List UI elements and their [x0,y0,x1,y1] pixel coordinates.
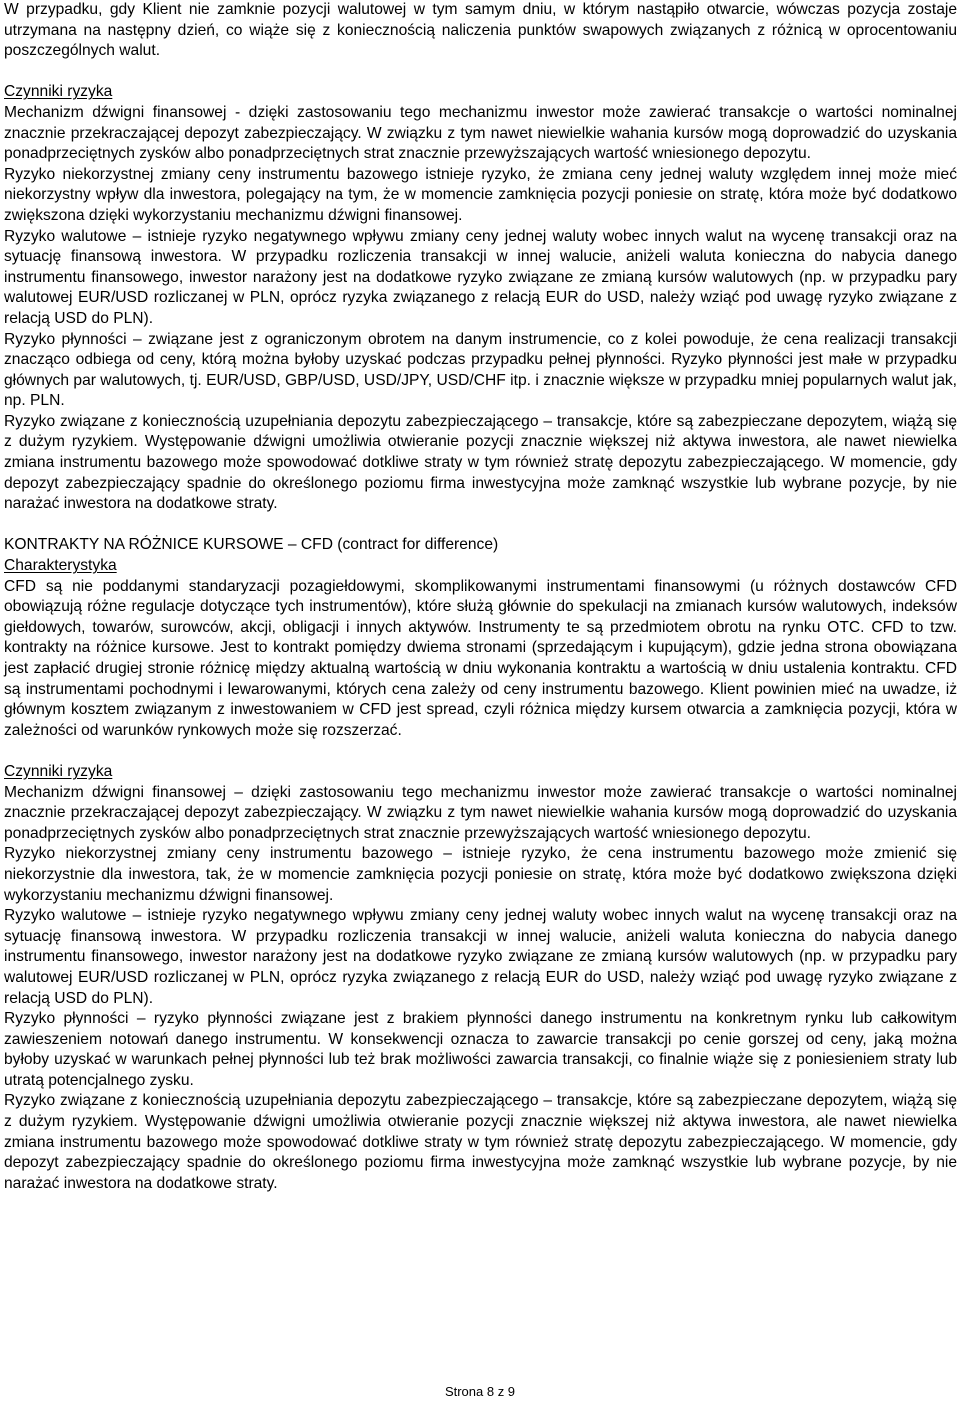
risk-factors-heading: Czynniki ryzyka [4,83,113,101]
risk-currency-paragraph: Ryzyko walutowe – istnieje ryzyko negatywnego wpływu zmiany ceny jednej waluty wobec innych walut na wycenę transakcji oraz na sytuację finansową inwestora. W przypadku rozliczenia transakcji w innej walucie, aniżeli waluta konieczna do nabycia danego instrumentu finansowego, inwestor narażony jest na dodatkowe ryzyko związane ze zmianą kursów walutowych (np. w przypadku pary walutowej EUR/USD rozliczanej w PLN, oprócz ryzyka związanego z relacją EUR do USD, należy wziąć pod uwagę ryzyko związane z relacją USD do PLN). [4,227,957,327]
characteristics-heading: Charakterystyka [4,557,117,575]
cfd-risk-currency-paragraph: Ryzyko walutowe – istnieje ryzyko negatywnego wpływu zmiany ceny jednej waluty wobec innych walut na wycenę transakcji oraz na sytuację finansową inwestora. W przypadku rozliczenia transakcji w innej walucie, aniżeli waluta konieczna do nabycia danego instrumentu finansowego, inwestor narażony jest na dodatkowe ryzyko związane ze zmianą kursów walutowych (np. w przypadku pary walutowej EUR/USD rozliczanej w PLN, oprócz ryzyka związanego z relacją EUR do USD, należy wziąć pod uwagę ryzyko związane z relacją USD do PLN). [4,907,957,1007]
risk-leverage-paragraph: Mechanizm dźwigni finansowej - dzięki zastosowaniu tego mechanizmu inwestor może zawierać transakcje o wartości nominalnej znacznie przekraczającej depozyt zabezpieczający. W związku z tym nawet niewielkie wahania kursów mogą doprowadzić do uzyskania ponadprzeciętnych zysków albo ponadprzeciętnych strat znacznie przewyższających wartość wniesionego depozytu. [4,103,957,163]
cfd-description-paragraph: CFD są nie poddanymi standaryzacji pozagiełdowymi, skomplikowanymi instrumentami finansowymi (u różnych dostawców CFD obowiązują różne regulacje dotyczące tych instrumentów), które służą głównie do spekulacji na zmianach kursów walutowych, indeksów giełdowych, towarów, surowców, akcji, obligacji i innych aktywów. Instrumenty te są przedmiotem obrotu na rynku OTC. CFD to tzw. kontrakty na różnice kursowe. Jest to kontrakt pomiędzy dwiema stronami (sprzedającym i kupującym), gdzie jedna strona obowiązana jest zapłacić drugiej stronie różnicę między aktualną wartością w dniu wykonania kontraktu a wartością w dniu ustalenia kontraktu. CFD są instrumentami pochodnymi i lewarowanymi, których cena zależy od ceny instrumentu bazowego. Klient powinien mieć na uwadze, iż głównym kosztem związanym z inwestowaniem w CFD jest spread, czyli różnica między kursem otwarcia a zamknięcia pozycji, która w zależności od warunków rynkowych może się rozszerzać. [4,577,957,739]
risk-liquidity-paragraph: Ryzyko płynności – związane jest z ograniczonym obrotem na danym instrumencie, co z kolei powoduje, że cena realizacji transakcji znacząco odbiega od ceny, którą można byłoby uzyskać podczas przypadku pełnej płynności. Ryzyko płynności jest małe w przypadku głównych par walutowych, tj. EUR/USD, GBP/USD, USD/JPY, USD/CHF itp. i znacznie większe w przypadku mniej popularnych walut jak, np. PLN. [4,330,957,410]
page-number: Strona 8 z 9 [444,1384,516,1399]
document-page [4,0,957,1194]
cfd-risk-leverage-paragraph: Mechanizm dźwigni finansowej – dzięki zastosowaniu tego mechanizmu inwestor może zawierać transakcje o wartości nominalnej znacznie przekraczającej depozyt zabezpieczający. W związku z tym nawet niewielkie wahania kursów mogą doprowadzić do uzyskania ponadprzeciętnych zysków albo ponadprzeciętnych strat znacznie przewyższających wartość wniesionego depozytu. [4,783,957,842]
spacer [4,62,957,83]
cfd-risk-factors-heading: Czynniki ryzyka [4,762,113,780]
risk-margin-paragraph: Ryzyko związane z koniecznością uzupełniania depozytu zabezpieczającego – transakcje, które są zabezpieczane depozytem, wiążą się z dużym ryzykiem. Występowanie dźwigni umożliwia otwieranie pozycji znacznie większej niż aktywa inwestora, ale nawet niewielka zmiana instrumentu bazowego może spowodować dotkliwe straty w tym również stratę depozytu zabezpieczającego. W momencie, gdy depozyt zabezpieczający spadnie do określonego poziomu firma inwestycyjna może zamknąć wszystkie lub wybrane pozycje, by nie narażać inwestora na dodatkowe straty. [4,412,957,513]
cfd-section-title: KONTRAKTY NA RÓŻNICE KURSOWE – CFD (contract for difference) [4,536,499,554]
risk-price-change-paragraph: Ryzyko niekorzystnej zmiany ceny instrumentu bazowego istnieje ryzyko, że zmiana ceny jednej waluty względem innej może mieć niekorzystny wpływ dla inwestora, polegający na tym, że w momencie zamknięcia pozycji poniesie on stratę, która może być dodatkowo zwiększona dzięki wykorzystaniu mechanizmu dźwigni finansowej. [4,165,957,224]
spacer [4,741,957,762]
cfd-risk-price-change-paragraph: Ryzyko niekorzystnej zmiany ceny instrumentu bazowego – istnieje ryzyko, że cena instrumentu bazowego może zmienić się niekorzystnie dla inwestora, tak, że w momencie zamknięcia pozycji poniesie on stratę, która może być dodatkowo zwiększona dzięki wykorzystaniu mechanizmu dźwigni finansowej. [4,845,957,904]
fx-overnight-paragraph: W przypadku, gdy Klient nie zamknie pozycji walutowej w tym samym dniu, w którym nastąpiło otwarcie, wówczas pozycja zostaje utrzymana na następny dzień, co wiąże się z koniecznością naliczenia punktów swapowych związanych z różnicą w oprocentowaniu poszczególnych walut. [4,1,957,60]
spacer [4,515,957,536]
cfd-risk-liquidity-paragraph: Ryzyko płynności – ryzyko płynności związane jest z brakiem płynności danego instrumentu na konkretnym rynku lub całkowitym zawieszeniem notowań danego instrumentu. W konsekwencji oznacza to zawarcie transakcji po cenie gorszej od ceny, jaką można byłoby uzyskać w warunkach pełnej płynności lub też brak możliwości zawarcia transakcji, co finalnie wiąże się z poniesieniem straty lub utratą potencjalnego zysku. [4,1010,957,1089]
cfd-risk-margin-paragraph: Ryzyko związane z koniecznością uzupełniania depozytu zabezpieczającego – transakcje, które są zabezpieczane depozytem, wiążą się z dużym ryzykiem. Występowanie dźwigni umożliwia otwieranie pozycji znacznie większej niż aktywa inwestora, ale nawet niewielka zmiana instrumentu bazowego może spowodować dotkliwe straty w tym również stratę depozytu zabezpieczającego. W momencie, gdy depozyt zabezpieczający spadnie do określonego poziomu firma inwestycyjna może zamknąć wszystkie lub wybrane pozycje, by nie narażać inwestora na dodatkowe straty. [4,1092,957,1192]
